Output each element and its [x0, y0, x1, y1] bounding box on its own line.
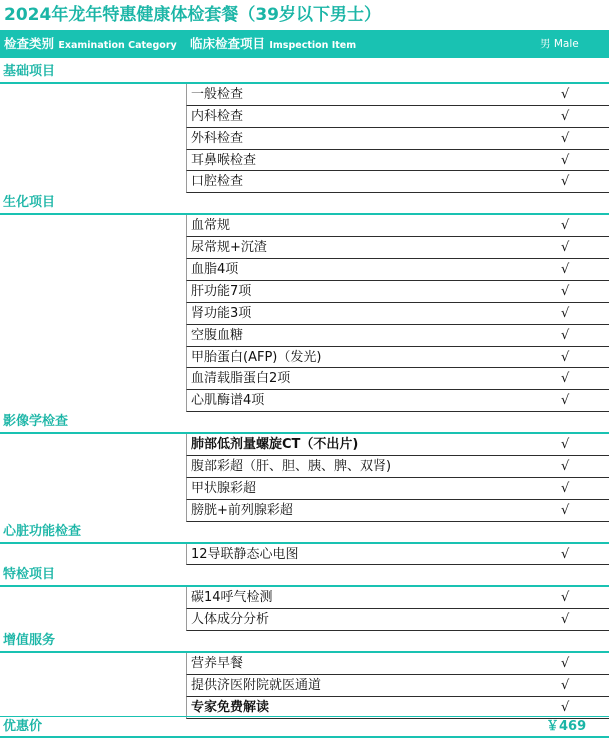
- header-category: [4, 30, 186, 58]
- header-category-cn: 检查类别: [4, 36, 55, 51]
- item-row: [0, 368, 609, 390]
- item-row: [0, 609, 609, 631]
- item-name: 肺部低剂量螺旋CT（不出片): [191, 437, 359, 453]
- check-mark: √: [561, 459, 570, 475]
- check-mark: √: [561, 130, 570, 146]
- check-mark: √: [561, 546, 570, 562]
- price-row: [0, 716, 609, 738]
- category-name: 生化项目: [3, 195, 56, 211]
- check-mark: √: [561, 437, 570, 453]
- check-mark: √: [561, 677, 570, 693]
- item-row: [0, 544, 609, 566]
- item-row: [0, 171, 609, 193]
- item-name: 甲状腺彩超: [191, 480, 257, 496]
- item-row: [0, 390, 609, 412]
- item-cell: [186, 259, 609, 281]
- table-body: [0, 62, 609, 719]
- item-row: [0, 150, 609, 172]
- item-row: [0, 500, 609, 522]
- check-mark: √: [561, 393, 570, 409]
- item-name: 血清载脂蛋白2项: [191, 371, 291, 387]
- category-name: 影像学检查: [3, 414, 69, 430]
- item-name: 肝功能7项: [191, 283, 252, 299]
- category-row: [0, 565, 609, 587]
- item-name: 12导联静态心电图: [191, 546, 299, 562]
- item-name: 肾功能3项: [191, 305, 252, 321]
- header-item-cn: 临床检查项目: [190, 36, 266, 51]
- item-row: [0, 237, 609, 259]
- item-name: 专家免费解读: [191, 699, 270, 715]
- item-cell: [186, 128, 609, 150]
- item-cell: [186, 215, 609, 237]
- item-row: [0, 456, 609, 478]
- item-row: [0, 215, 609, 237]
- check-mark: √: [561, 108, 570, 124]
- item-name: 血脂4项: [191, 262, 239, 278]
- item-cell: [186, 653, 609, 675]
- item-name: 人体成分分析: [191, 612, 270, 628]
- item-row: [0, 587, 609, 609]
- category-name: 基础项目: [3, 64, 56, 79]
- check-mark: √: [561, 612, 570, 628]
- category-name: 增值服务: [3, 633, 56, 649]
- check-mark: √: [561, 262, 570, 278]
- item-name: 尿常规+沉渣: [191, 240, 267, 256]
- item-row: [0, 128, 609, 150]
- category-row: [0, 193, 609, 215]
- check-mark: √: [561, 590, 570, 606]
- item-row: [0, 347, 609, 369]
- check-mark: √: [561, 327, 570, 343]
- check-mark: √: [561, 656, 570, 672]
- item-row: [0, 325, 609, 347]
- item-name: 提供济医附院就医通道: [191, 677, 322, 693]
- item-cell: [186, 171, 609, 193]
- price-value: ￥469: [546, 719, 587, 734]
- item-name: 碳14呼气检测: [191, 590, 273, 606]
- item-row: [0, 478, 609, 500]
- item-name: 一般检查: [191, 86, 244, 102]
- item-name: 膀胱+前列腺彩超: [191, 502, 293, 518]
- check-mark: √: [561, 240, 570, 256]
- item-name: 营养早餐: [191, 656, 244, 672]
- price-label: 优惠价: [3, 719, 43, 734]
- item-name: 腹部彩超（肝、胆、胰、脾、双肾): [191, 459, 392, 475]
- item-row: [0, 303, 609, 325]
- category-name: 心脏功能检查: [3, 523, 82, 539]
- header-item-en: Imspection Item: [269, 40, 357, 51]
- check-mark: √: [561, 174, 570, 190]
- item-cell: [186, 84, 609, 106]
- check-mark: √: [561, 283, 570, 299]
- header-category-en: Examination Category: [58, 40, 177, 51]
- item-row: [0, 106, 609, 128]
- item-cell: [186, 106, 609, 128]
- item-row: [0, 653, 609, 675]
- item-name: 甲胎蛋白(AFP)（发光): [191, 349, 322, 365]
- check-mark: √: [561, 152, 570, 168]
- page-title: 2024年龙年特惠健康体检套餐（39岁以下男士）: [4, 5, 381, 25]
- check-mark: √: [561, 349, 570, 365]
- check-mark: √: [561, 480, 570, 496]
- check-mark: √: [561, 699, 570, 715]
- check-mark: √: [561, 218, 570, 234]
- check-mark: √: [561, 305, 570, 321]
- item-name: 空腹血糖: [191, 327, 244, 343]
- item-name: 耳鼻喉检查: [191, 152, 257, 168]
- item-row: [0, 84, 609, 106]
- item-name: 外科检查: [191, 130, 244, 146]
- item-name: 血常规: [191, 218, 231, 234]
- item-cell: [186, 325, 609, 347]
- category-row: [0, 62, 609, 84]
- category-row: [0, 412, 609, 434]
- header-male: 男 Male: [540, 38, 579, 50]
- category-row: [0, 522, 609, 544]
- item-name: 内科检查: [191, 108, 244, 124]
- item-row: [0, 675, 609, 697]
- item-name: 心肌酶谱4项: [191, 393, 265, 409]
- check-mark: √: [561, 502, 570, 518]
- item-row: [0, 434, 609, 456]
- item-row: [0, 259, 609, 281]
- category-row: [0, 631, 609, 653]
- item-name: 口腔检查: [191, 174, 244, 190]
- check-mark: √: [561, 371, 570, 387]
- table-header: [0, 30, 609, 58]
- check-mark: √: [561, 86, 570, 102]
- item-row: [0, 281, 609, 303]
- category-name: 特检项目: [3, 567, 56, 583]
- header-item: [190, 30, 520, 58]
